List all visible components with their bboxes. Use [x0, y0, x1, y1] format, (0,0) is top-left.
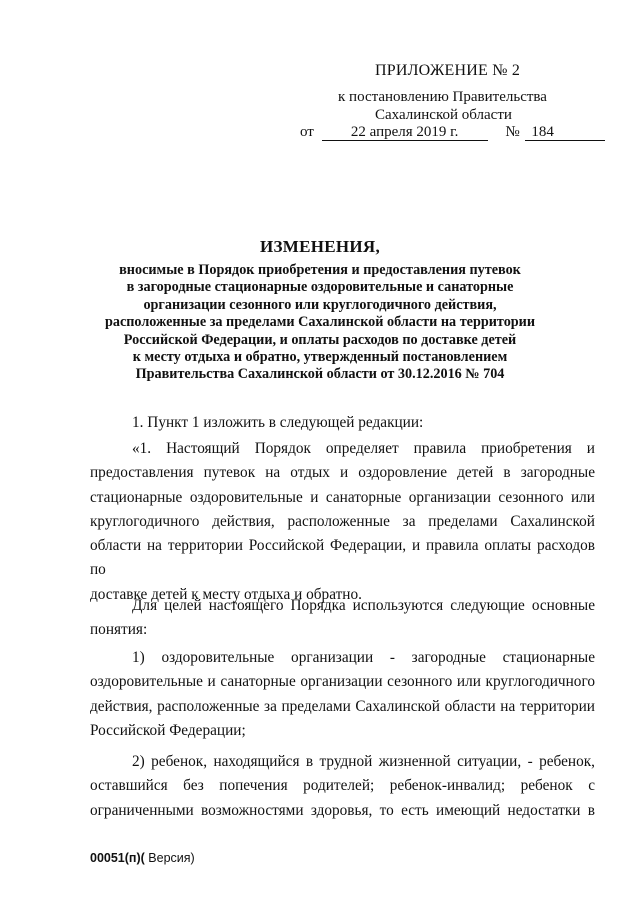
subtitle-line: вносимые в Порядок приобретения и предоставления путевок	[119, 262, 521, 278]
paragraph-line: Для целей настоящего Порядка используются следующие основные	[132, 597, 595, 614]
paragraph-2	[90, 437, 595, 607]
document-subtitle	[90, 262, 550, 384]
paragraph-1: 1. Пункт 1 изложить в следующей редакции:	[132, 414, 424, 431]
subtitle-line: организации сезонного или круглогодичного действия,	[143, 296, 497, 313]
paragraph-line: «1. Настоящий Порядок определяет правила приобретения и	[132, 440, 595, 457]
appendix-resolution-line: к постановлению Правительства	[338, 89, 547, 105]
paragraph-line: понятия:	[90, 621, 148, 639]
paragraph-5	[90, 750, 595, 823]
subtitle-line: Правительства Сахалинской области от 30.12.2016 № 704	[135, 366, 505, 383]
paragraph-3	[90, 594, 595, 643]
document-heading: ИЗМЕНЕНИЯ,	[259, 237, 381, 256]
appendix-title: ПРИЛОЖЕНИЕ № 2	[375, 62, 521, 79]
appendix-date-row	[300, 124, 605, 141]
paragraph-line: 1) оздоровительные организации - загородные стационарные	[132, 649, 595, 666]
paragraph-line: 2) ребенок, находящийся в трудной жизненной ситуации, - ребенок,	[132, 753, 595, 770]
appendix-region-line: Сахалинской области	[375, 107, 512, 123]
date-prefix: от	[300, 124, 314, 140]
subtitle-line: расположенные за пределами Сахалинской области на территории	[104, 314, 536, 331]
paragraph-line: круглогодичного действия, расположенные за пределами Сахалинской	[90, 512, 595, 530]
paragraph-line: оздоровительные и санаторные организации сезонного или круглогодичного	[90, 673, 595, 691]
paragraph-line: Российской Федерации;	[90, 721, 246, 739]
number-value: 184	[525, 124, 605, 141]
paragraph-line: предоставления путевок на отдых и оздоровление детей в загородные	[90, 464, 595, 482]
number-label: №	[505, 124, 520, 140]
paragraph-line: оставшийся без попечения родителей; ребенок-инвалид; ребенок с	[90, 777, 595, 795]
date-value: 22 апреля 2019 г.	[322, 124, 488, 141]
paragraph-line: стационарные оздоровительные и санаторные организации сезонного или	[90, 488, 595, 506]
paragraph-line: доставке детей к месту отдыха и обратно.	[90, 585, 362, 603]
paragraph-line: действия, расположенные за пределами Сахалинской области на территории	[90, 697, 595, 715]
footer-version: Версия)	[144, 851, 195, 865]
subtitle-line: к месту отдыха и обратно, утвержденный постановлением	[132, 349, 508, 366]
document-footer-code	[90, 851, 195, 865]
subtitle-line: в загородные стационарные оздоровительные и санаторные	[126, 279, 514, 296]
footer-code: 00051(п)(	[90, 851, 145, 865]
paragraph-line: области на территории Российской Федерации, и правила оплаты расходов по	[90, 537, 595, 579]
paragraph-4	[90, 646, 595, 743]
subtitle-line: Российской Федерации, и оплаты расходов по доставке детей	[123, 331, 517, 348]
paragraph-line: ограниченными возможностями здоровья, то есть имеющий недостатки в	[90, 801, 595, 819]
